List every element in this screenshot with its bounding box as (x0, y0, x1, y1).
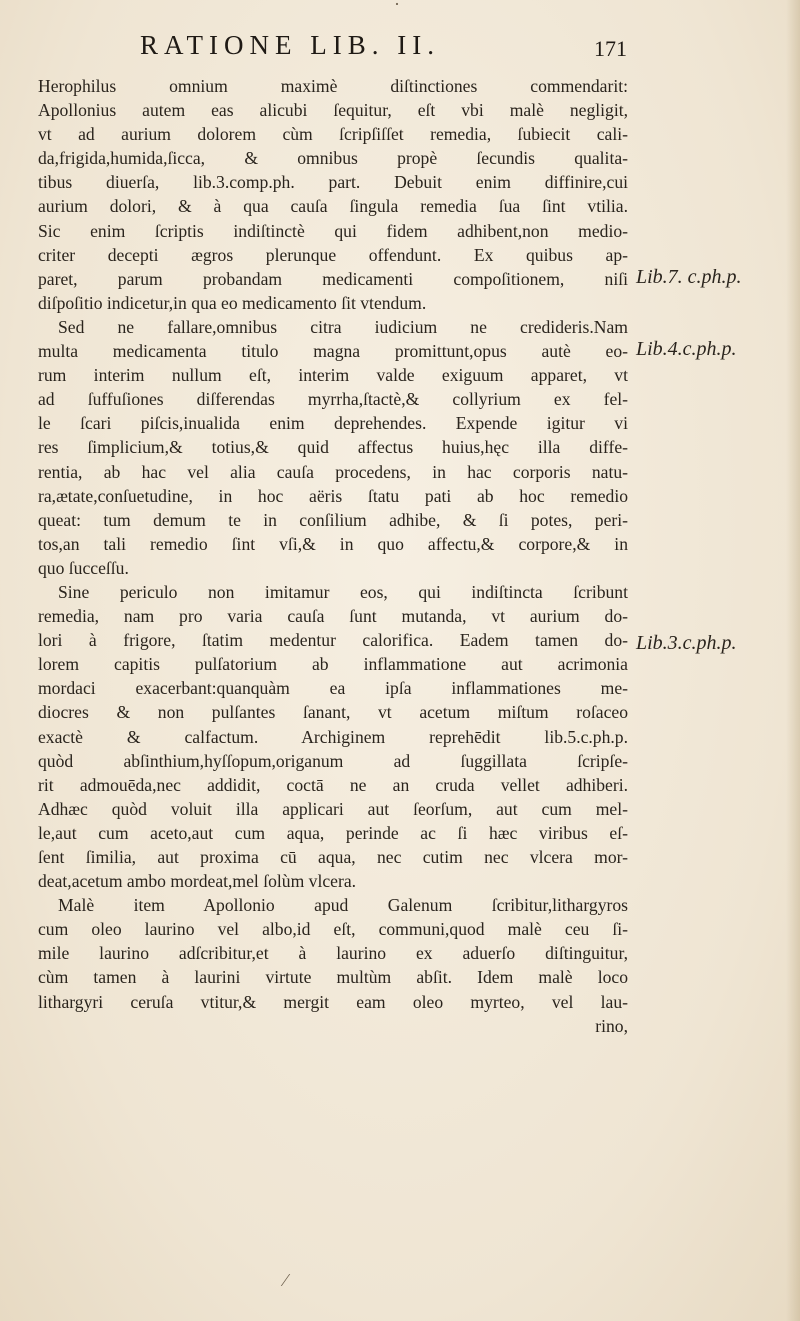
text-line: Herophilus omnium maximè diſtinctiones commendarit: (38, 76, 628, 96)
ink-speck: · (394, 0, 400, 14)
text-line: tibus diuerſa, lib.3.comp.ph. part. Debuit enim diffinire,cui (38, 172, 628, 193)
text-line: da,frigida,humida,ſicca, & omnibus propè ſecundis qualita- (38, 148, 628, 169)
text-line: deat,acetum ambo mordeat,mel ſolùm vlcera. (38, 871, 357, 892)
text-line: le ſcari piſcis,inualida enim deprehendes. Expende igitur vi (38, 413, 628, 434)
text-line: lorem capitis pulſatorium ab inflammatione aut acrimonia (38, 654, 628, 675)
text-line: le,aut cum aceto,aut cum aqua, perinde ac ſi hæc viribus eſ- (38, 822, 628, 843)
ink-speck: ⁄ (284, 1270, 288, 1290)
page-edge-shadow (786, 0, 800, 1321)
text-line: ra,ætate,conſuetudine, in hoc aëris ſtatu pati ab hoc remedio (38, 485, 628, 506)
text-line: cùm tamen à laurini virtute multùm abſit. Idem malè loco (38, 967, 628, 988)
text-line: aurium dolori, & à qua cauſa ſingula remedia ſua ſint vtilia. (38, 196, 628, 217)
text-line: lori à frigore, ſtatim medentur calorifica. Eadem tamen do- (38, 630, 628, 651)
text-line: cum oleo laurino vel albo,id eſt, communi,quod malè ceu ſi- (38, 919, 628, 940)
text-line: Adhæc quòd voluit illa applicari aut ſeorſum, aut cum mel- (38, 798, 628, 819)
body-text (38, 74, 628, 1038)
text-line: res ſimplicium,& totius,& quid affectus huius,hęc illa diffe- (38, 437, 628, 458)
text-line: quo ſucceſſu. (38, 557, 129, 578)
text-line: multa medicamenta titulo magna promittunt,opus autè eo- (38, 341, 628, 362)
text-line: rit admouēda,nec addidit, coctā ne an cruda vellet adhiberi. (38, 774, 628, 795)
text-line: mile laurino adſcribitur,et à laurino ex aduerſo diſtinguitur, (38, 943, 628, 964)
text-line: Malè item Apollonio apud Galenum ſcribitur,lithargyros (58, 895, 628, 916)
text-line: quòd abſinthium,hyſſopum,origanum ad ſuggillata ſcripſe- (38, 750, 628, 771)
marginal-note: Lib.3.c.ph.p. (636, 632, 737, 654)
text-line: diſpoſitio indicetur,in qua eo medicamento ſit vtendum. (38, 292, 427, 313)
text-line: remedia, nam pro varia cauſa ſunt mutanda, vt aurium do- (38, 606, 628, 627)
text-line: lithargyri ceruſa vtitur,& mergit eam oleo myrteo, vel lau- (38, 991, 628, 1012)
text-line: criter decepti ægros plerunque offendunt. Ex quibus ap- (38, 244, 628, 265)
text-line: exactè & calfactum. Archiginem reprehēdit lib.5.c.ph.p. (38, 726, 628, 747)
text-line: Sed ne fallare,omnibus citra iudicium ne credideris.Nam (58, 316, 628, 337)
text-line: vt ad aurium dolorem cùm ſcripſiſſet remedia, ſubiecit cali- (38, 124, 628, 145)
marginal-note: Lib.7. c.ph.p. (636, 266, 742, 288)
text-line: paret, parum probandam medicamenti compoſitionem, niſi (38, 268, 628, 289)
marginal-note: Lib.4.c.ph.p. (636, 338, 737, 360)
text-line: ad ſuffuſiones diſferendas myrrha,ſtactè,& collyrium ex fel- (38, 389, 628, 410)
text-line: tos,an tali remedio ſint vſi,& in quo affectu,& corpore,& in (38, 533, 628, 554)
text-line: rum interim nullum eſt, interim valde exiguum apparet, vt (38, 365, 628, 386)
text-line: mordaci exacerbant:quanquàm ea ipſa inflammationes me- (38, 678, 628, 699)
running-head: RATIONE LIB. II. (140, 30, 440, 60)
page-number: 171 (594, 36, 627, 61)
text-line: rentia, ab hac vel alia cauſa procedens, in hac corporis natu- (38, 461, 628, 482)
text-line: Apollonius autem eas alicubi ſequitur, eſt vbi malè negligit, (38, 100, 628, 121)
text-line: ſent ſimilia, aut proxima cū aqua, nec cutim nec vlcera mor- (38, 847, 628, 867)
text-line: diocres & non pulſantes ſanant, vt acetum miſtum roſaceo (38, 702, 628, 723)
text-line: Sic enim ſcriptis indiſtinctè qui fidem adhibent,non medio- (38, 220, 628, 241)
catchword: rino, (595, 1015, 628, 1036)
text-line: queat: tum demum te in conſilium adhibe, & ſi potes, peri- (38, 509, 628, 530)
page-header (140, 30, 660, 70)
text-line: Sine periculo non imitamur eos, qui indiſtincta ſcribunt (58, 581, 628, 602)
